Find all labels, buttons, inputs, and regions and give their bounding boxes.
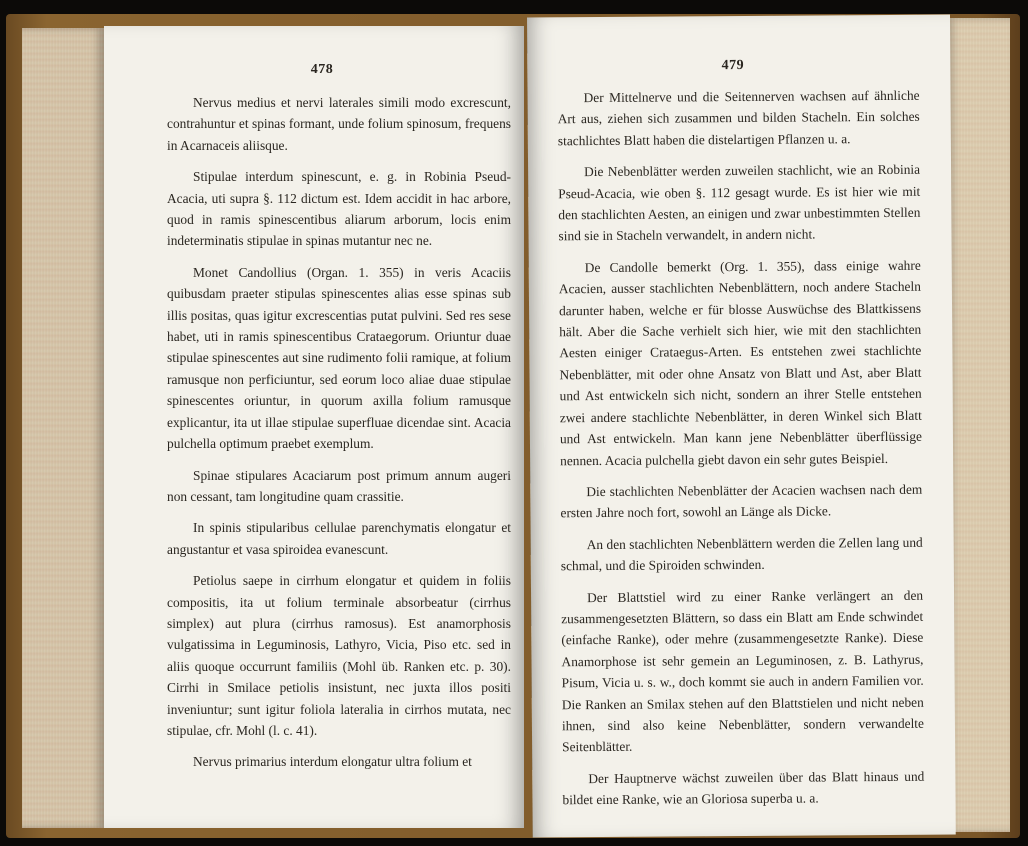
paragraph: Petiolus saepe in cirrhum elongatur et quidem in foliis compositis, ita ut folium terminale absorbeatur (cirrhus simplex) aut plura (cirrhus ramosus). Est anamorphosis vulgatissima in Leguminosis, Lathyro, Vicia, Piso etc. sed in aliis quoque occurrunt familiis (Mohl üb. Ranken etc. p. 30). Cirrhi in Smilace petiolis insistunt, nec juxta illos positi inveniuntur; sunt igitur foliola lateralia in cirrhos mutata, nec stipulae, cfr. Mohl (l. c. 41). (167, 573, 511, 738)
right-page-edges (948, 18, 1010, 832)
paragraph: Spinae stipulares Acaciarum post primum annum augeri non cessant, tam longitudine quam crassitie. (167, 467, 511, 504)
paragraph: Nervus primarius interdum elongatur ultra folium et (193, 754, 472, 770)
right-page (527, 15, 956, 838)
page-number-478: 478 (310, 62, 334, 77)
left-page (104, 26, 524, 828)
paragraph: In spinis stipularibus cellulae parenchymatis elongatur et angustantur et vasa spiroidea evanescunt. (167, 520, 511, 557)
right-page-text (557, 85, 924, 821)
paragraph: Die Nebenblätter werden zuweilen stachlicht, wie an Robinia Pseud-Acacia, wie oben §. 112 gesagt wurde. Es ist hier wie mit den stachlichten Aesten, an einigen und zwar unbestimmten Stellen sind sie in Stacheln verwandelt, in andern nicht. (558, 161, 921, 244)
paragraph: Der Blattstiel wird zu einer Ranke verlängert an den zusammengesetzten Blättern, so dass ein Blatt am Ende schwindet (einfache Ranke), oder mehre (zusammengesetzte Ranke). Diese Anamorphose ist sehr gemein an Leguminosen, z. B. Lathyrus, Pisum, Vicia u. s. w., doch kommt sie auch in andern Familien vor. Die Ranken an Smilax stehen auf den Blattstielen und nicht neben ihnen, sind also keine Nebenblätter, sondern verwandelte Seitenblätter. (561, 587, 924, 755)
paragraph: Die stachlichten Nebenblätter der Acacien wachsen nach dem ersten Jahre noch fort, sowohl an Länge als Dicke. (560, 481, 923, 521)
paragraph: Der Mittelnerve und die Seitennerven wachsen auf ähnliche Art aus, ziehen sich zusammen und bilden Stacheln. Ein solches stachlichtes Blatt haben die distelartigen Pflanzen u. a. (557, 87, 920, 149)
paragraph: Der Hauptnerve wächst zuweilen über das Blatt hinaus und bildet eine Ranke, wie an Gloriosa superba u. a. (562, 768, 925, 808)
page-number-479: 479 (721, 57, 745, 74)
paragraph: Stipulae interdum spinescunt, e. g. in Robinia Pseud-Acacia, uti supra §. 112 dictum est. Idem accidit in hac arbore, quod in ramis spinescentibus aliarum arborum, locis enim indeterminatis stipulae in spinas mutantur nec ne. (167, 169, 511, 249)
paragraph: De Candolle bemerkt (Org. 1. 355), dass einige wahre Acacien, ausser stachlichten Nebenblättern, noch andere Stacheln darunter haben, welche er für blosse Auswüchse des Blattkissens hält. Aber die Sache verhielt sich hier, wie mit den stachlichten Aesten einiger Crataegus-Arten. Es entstehen zwei stachlichte Nebenblätter, mit oder ohne Ansatz von Blatt und Ast, aber Blatt und Ast entwickeln sich nicht, sondern an ihrer Stelle entstehen zwei andere stachlichte Nebenblätter, in deren Winkel sich Blatt und Ast entwickeln. Man kann jene Nebenblätter überflüssige nennen. Acacia pulchella giebt davon ein sehr gutes Beispiel. (558, 257, 922, 468)
left-page-edges (22, 28, 104, 828)
paragraph: Nervus medius et nervi laterales simili modo excrescunt, contrahuntur et spinas formant, unde folium spinosum, frequens in Acarnaceis aliisque. (167, 95, 511, 153)
left-page-text (167, 92, 511, 783)
paragraph: An den stachlichten Nebenblättern werden die Zellen lang und schmal, und die Spiroiden schwinden. (560, 534, 923, 574)
paragraph: Monet Candollius (Organ. 1. 355) in veris Acaciis quibusdam praeter stipulas spinescentes alias esse spinas sub illis positas, quas igitur excrescentias putat pulvini. Sed res sese habet, uti in ramis spinescentibus Crataegorum. Oriuntur duae stipulae spinescentes aut sine rudimento folii ramique, at folium ramusque non perficiuntur, sed eorum loco aliae duae stipulae spinescentes oriuntur, in quorum axilla folium ramusque explicantur, ita ut illae stipulae superfluae dicendae sint. Acacia pulchella optimum praebet exemplum. (167, 264, 511, 452)
